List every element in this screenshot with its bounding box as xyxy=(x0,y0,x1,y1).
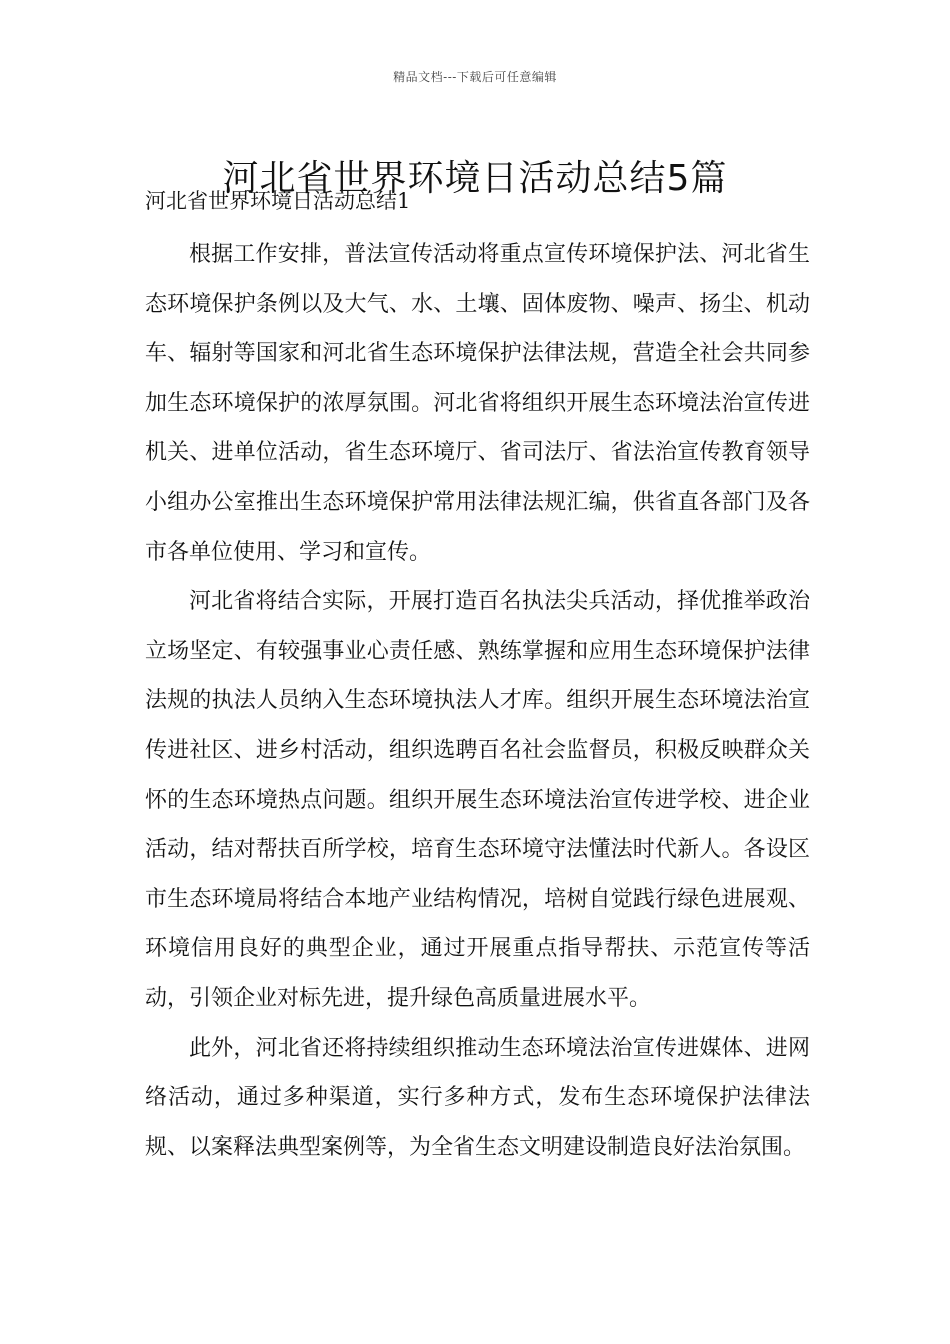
paragraph-3: 此外，河北省还将持续组织推动生态环境法治宣传进媒体、进网络活动，通过多种渠道，实行多种方式，发布生态环境保护法律法规、以案释法典型案例等，为全省生态文明建设制造良好法治氛围。 xyxy=(145,1035,810,1160)
document-body xyxy=(145,230,810,1172)
paragraph-1: 根据工作安排，普法宣传活动将重点宣传环境保护法、河北省生态环境保护条例以及大气、水、土壤、固体废物、噪声、扬尘、机动车、辐射等国家和河北省生态环境保护法律法规，营造全社会共同参加生态环境保护的浓厚氛围。河北省将组织开展生态环境法治宣传进机关、进单位活动，省生态环境厅、省司法厅、省法治宣传教育领导小组办公室推出生态环境保护常用法律法规汇编，供省直各部门及各市各单位使用、学习和宣传。 xyxy=(145,242,810,565)
header-note: 精品文档---下载后可任意编辑 xyxy=(393,70,557,84)
paragraph-2: 河北省将结合实际，开展打造百名执法尖兵活动，择优推举政治立场坚定、有较强事业心责任感、熟练掌握和应用生态环境保护法律法规的执法人员纳入生态环境执法人才库。组织开展生态环境法治宣传进社区、进乡村活动，组织选聘百名社会监督员，积极反映群众关怀的生态环境热点问题。组织开展生态环境法治宣传进学校、进企业活动，结对帮扶百所学校，培育生态环境守法懂法时代新人。各设区市生态环境局将结合本地产业结构情况，培树自觉践行绿色进展观、环境信用良好的典型企业，通过开展重点指导帮扶、示范宣传等活动，引领企业对标先进，提升绿色高质量进展水平。 xyxy=(145,589,810,1011)
document-title: 河北省世界环境日活动总结5篇 xyxy=(222,158,728,200)
section-heading: 河北省世界环境日活动总结1 xyxy=(145,189,411,213)
